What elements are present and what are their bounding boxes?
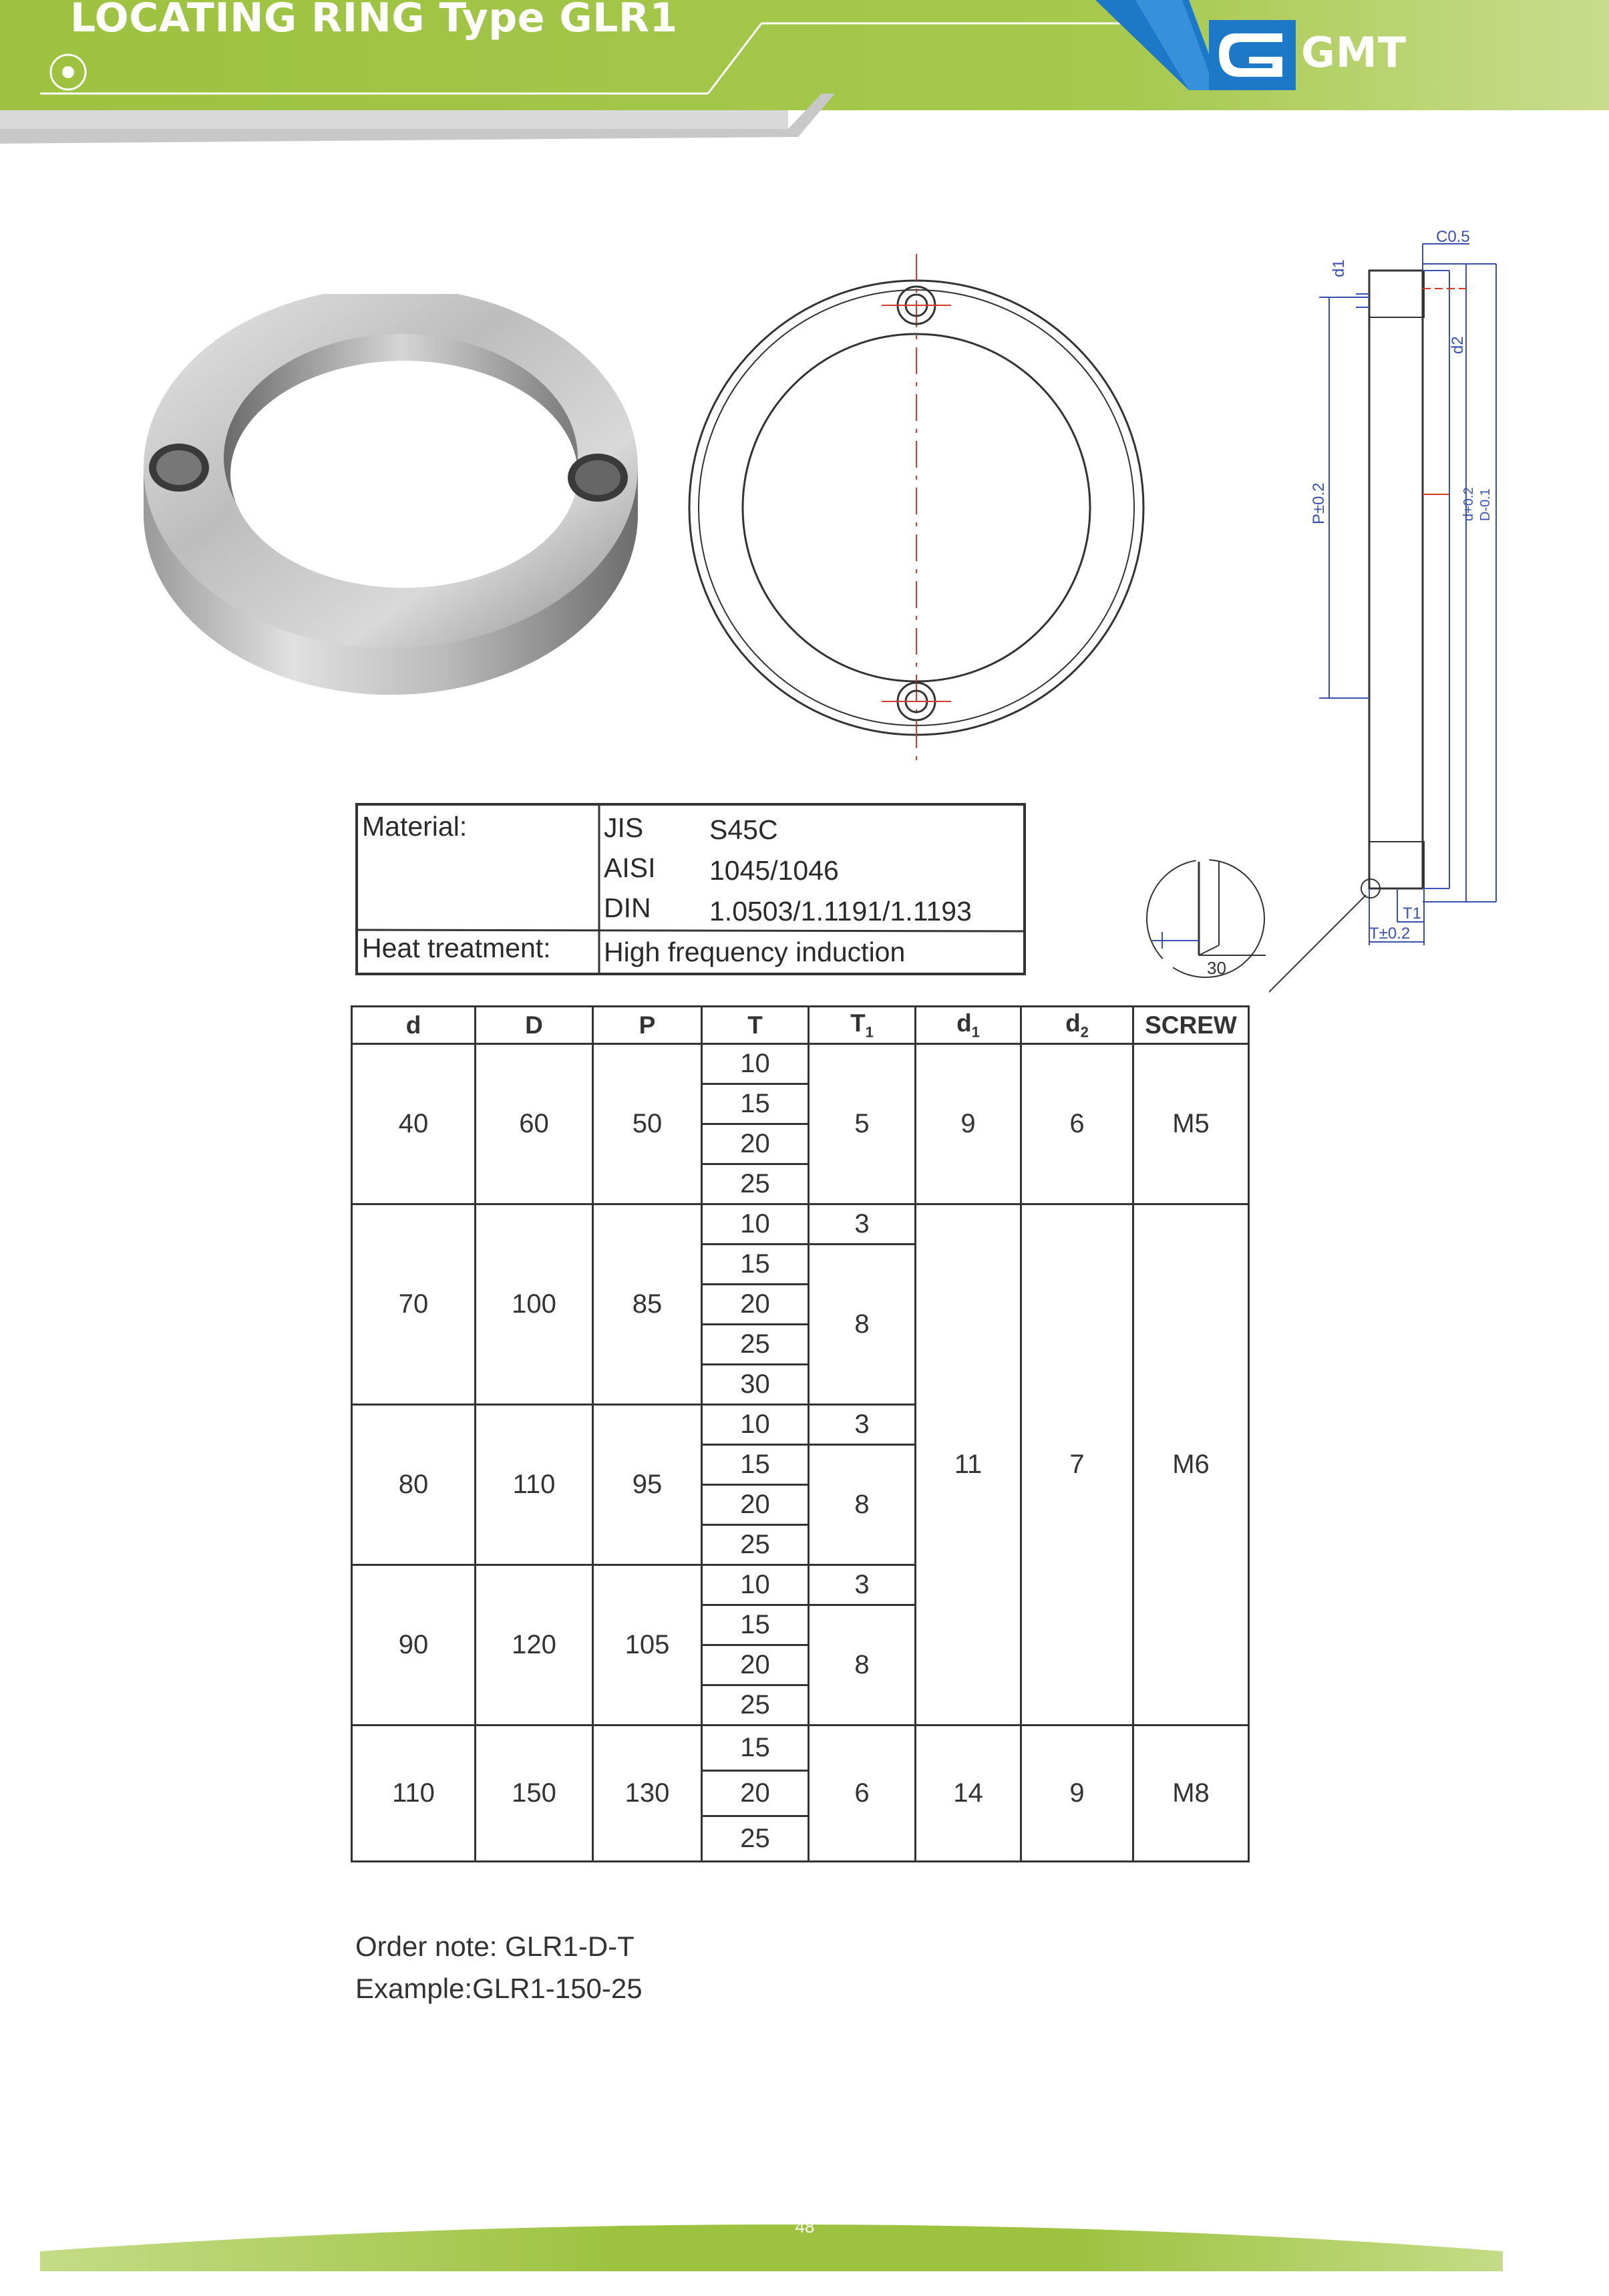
cell-d: 70	[352, 1204, 476, 1405]
cell-T1: 8	[809, 1605, 916, 1726]
cell-P: 50	[593, 1044, 702, 1204]
material-box	[355, 803, 1027, 975]
cell-T: 20	[702, 1124, 809, 1164]
cell-d1: 11	[916, 1204, 1021, 1726]
cell-d: 90	[352, 1565, 476, 1726]
header-d: d	[352, 1007, 476, 1044]
page-title: LOCATING RING Type GLR1	[70, 0, 678, 41]
cell-d: 110	[352, 1726, 476, 1862]
cell-d: 80	[352, 1405, 476, 1565]
cell-T: 20	[702, 1285, 809, 1325]
table-row	[352, 1726, 1249, 1771]
cell-T: 20	[702, 1485, 809, 1525]
cell-T: 25	[702, 1525, 809, 1565]
cell-screw: M8	[1133, 1726, 1249, 1862]
cell-T: 10	[702, 1204, 809, 1245]
table-row	[352, 1044, 1249, 1084]
cell-d2: 9	[1021, 1726, 1133, 1862]
header-d2: $d_2$	[1021, 1007, 1133, 1044]
cell-T: 10	[702, 1044, 809, 1084]
material-value: 1045/1046	[709, 855, 839, 886]
cell-T1: 8	[809, 1445, 916, 1565]
label-t-tolerance: T±0.2	[1369, 925, 1411, 943]
header-T1: $T_1$	[809, 1007, 916, 1044]
cell-P: 85	[593, 1204, 702, 1405]
cell-D: 60	[476, 1044, 593, 1204]
cell-T: 25	[702, 1816, 809, 1862]
cell-T: 15	[702, 1605, 809, 1645]
material-label: Material:	[362, 811, 468, 842]
cell-D: 150	[476, 1726, 593, 1862]
label-chamfer: C0.5	[1436, 228, 1470, 246]
label-t1: T1	[1403, 905, 1422, 923]
cell-T: 15	[702, 1445, 809, 1485]
order-example: Example:GLR1-150-25	[355, 1973, 643, 2004]
label-p-tolerance: P±0.2	[1310, 482, 1328, 524]
cell-T1: 8	[809, 1245, 916, 1405]
cell-D: 110	[476, 1405, 593, 1565]
cell-d1: 9	[916, 1044, 1021, 1204]
cell-d2: 7	[1021, 1204, 1133, 1726]
cell-T: 10	[702, 1565, 809, 1605]
label-D-tolerance: D-0.1	[1478, 488, 1493, 521]
material-std: JIS	[604, 812, 644, 843]
cell-T: 25	[702, 1685, 809, 1726]
cell-T: 25	[702, 1325, 809, 1365]
cell-T1: 5	[809, 1044, 916, 1204]
cell-T: 15	[702, 1245, 809, 1285]
front-view-drawing	[681, 247, 1169, 768]
gmt-logo-icon	[1209, 20, 1296, 90]
order-note: Order note: GLR1-D-T	[355, 1931, 635, 1962]
cell-T: 15	[702, 1726, 809, 1771]
cell-P: 95	[593, 1405, 702, 1565]
cell-T: 20	[702, 1645, 809, 1685]
cell-T: 25	[702, 1164, 809, 1204]
page-number: 48	[795, 2217, 815, 2237]
material-std: AISI	[604, 852, 656, 883]
cell-D: 120	[476, 1565, 593, 1726]
cell-P: 130	[593, 1726, 702, 1862]
cell-d2: 6	[1021, 1044, 1133, 1204]
cell-P: 105	[593, 1565, 702, 1726]
dimension-table	[351, 1005, 1250, 1862]
label-d1: d1	[1330, 259, 1348, 277]
cell-T1: 3	[809, 1405, 916, 1445]
label-d2: d2	[1449, 336, 1467, 354]
label-d-tolerance: d+0.2	[1461, 487, 1476, 521]
side-view-drawing	[1269, 214, 1536, 1029]
cell-T1: 3	[809, 1565, 916, 1605]
cell-d1: 14	[916, 1726, 1021, 1862]
material-std: DIN	[604, 892, 651, 923]
table-header-row	[352, 1007, 1249, 1044]
chamfer-detail-drawing	[1132, 855, 1279, 982]
header-D: D	[476, 1007, 593, 1044]
cell-screw: M6	[1133, 1204, 1249, 1726]
cell-screw: M5	[1133, 1044, 1249, 1204]
heat-treatment-label: Heat treatment:	[362, 933, 551, 963]
ring-photo	[130, 294, 651, 715]
header-T: T	[702, 1007, 809, 1044]
cell-T1: 6	[809, 1726, 916, 1862]
header-screw: SCREW	[1133, 1007, 1249, 1044]
brand-name: GMT	[1301, 28, 1407, 77]
header-P: P	[593, 1007, 702, 1044]
label-angle: 30	[1207, 958, 1226, 978]
cell-T: 20	[702, 1771, 809, 1816]
cell-T: 30	[702, 1365, 809, 1405]
cell-T1: 3	[809, 1204, 916, 1245]
heat-treatment-value: High frequency induction	[604, 937, 906, 967]
material-value: 1.0503/1.1191/1.1193	[709, 896, 972, 927]
cell-d: 40	[352, 1044, 476, 1204]
cell-T: 10	[702, 1405, 809, 1445]
table-row	[352, 1204, 1249, 1245]
cell-D: 100	[476, 1204, 593, 1405]
cell-T: 15	[702, 1084, 809, 1124]
material-value: S45C	[709, 814, 778, 845]
header-d1: $d_1$	[916, 1007, 1021, 1044]
